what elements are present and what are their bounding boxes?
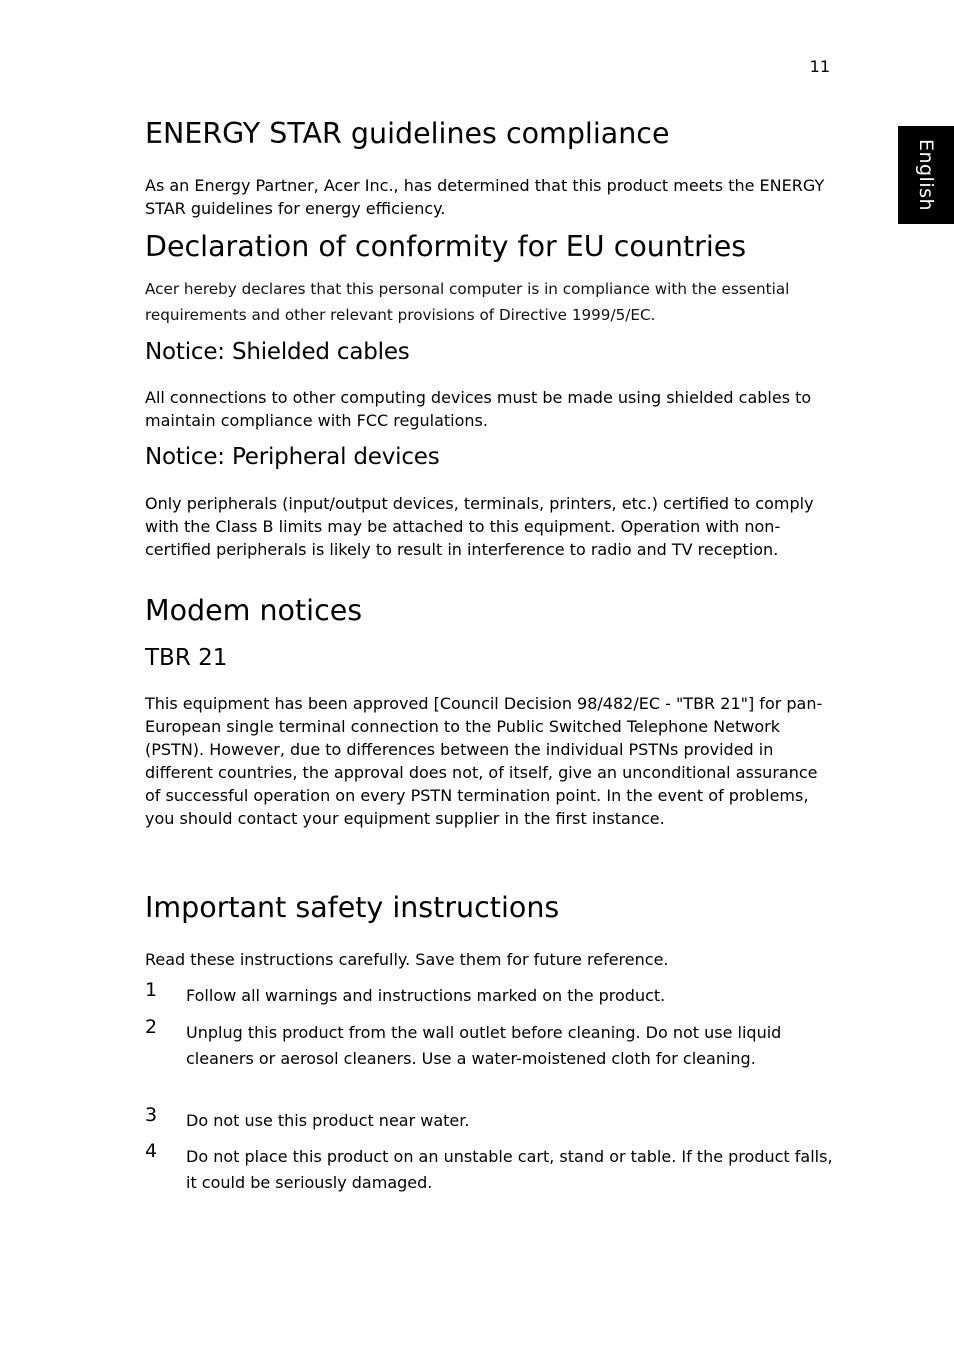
energy-star-body: As an Energy Partner, Acer Inc., has determined that this product meets the ENERGY STAR guidelines for energy efficiency. (145, 176, 825, 218)
modem-notices-heading: Modem notices (145, 594, 363, 627)
shielded-cables-heading: Notice: Shielded cables (145, 339, 410, 365)
list-item-text: Follow all warnings and instructions marked on the product. (186, 986, 666, 1005)
language-tab-label: English (915, 138, 938, 212)
list-item (145, 1140, 835, 1195)
list-item (145, 1104, 835, 1134)
shielded-cables-body: All connections to other computing devices must be made using shielded cables to maintain compliance with FCC regulations. (145, 388, 812, 430)
energy-star-heading: ENERGY STAR guidelines compliance (145, 117, 670, 150)
tbr21-heading: TBR 21 (145, 645, 228, 671)
peripheral-devices-heading: Notice: Peripheral devices (145, 444, 440, 470)
eu-declaration-heading: Declaration of conformity for EU countries (145, 230, 747, 263)
safety-heading: Important safety instructions (145, 891, 560, 924)
language-tab (898, 126, 954, 224)
list-item-text: Do not use this product near water. (186, 1111, 470, 1130)
peripheral-devices-body: Only peripherals (input/output devices, terminals, printers, etc.) certified to comply with the Class B limits may be attached to this equipment. Operation with non-certified peripherals is likely to result in interference to radio and TV reception. (145, 494, 814, 559)
list-item-number: 2 (145, 1016, 158, 1038)
list-item-number: 3 (145, 1104, 158, 1126)
list-item (145, 979, 835, 1009)
page-number: 11 (809, 57, 830, 76)
list-item (145, 1016, 835, 1071)
tbr21-body: This equipment has been approved [Council Decision 98/482/EC - "TBR 21"] for pan-European single terminal connection to the Public Switched Telephone Network (PSTN). However, due to differences between the individual PSTNs provided in different countries, the approval does not, of itself, give an unconditional assurance of successful operation on every PSTN termination point. In the event of problems, you should contact your equipment supplier in the first instance. (145, 694, 823, 828)
list-item-text: Do not place this product on an unstable cart, stand or table. If the product falls, it could be seriously damaged. (186, 1147, 833, 1192)
list-item-number: 4 (145, 1140, 158, 1162)
list-item-number: 1 (145, 979, 158, 1001)
list-item-text: Unplug this product from the wall outlet before cleaning. Do not use liquid cleaners or aerosol cleaners. Use a water-moistened cloth for cleaning. (186, 1023, 782, 1068)
eu-declaration-body: Acer hereby declares that this personal computer is in compliance with the essential requirements and other relevant provisions of Directive 1999/5/EC. (145, 280, 790, 324)
safety-intro: Read these instructions carefully. Save them for future reference. (145, 950, 669, 969)
